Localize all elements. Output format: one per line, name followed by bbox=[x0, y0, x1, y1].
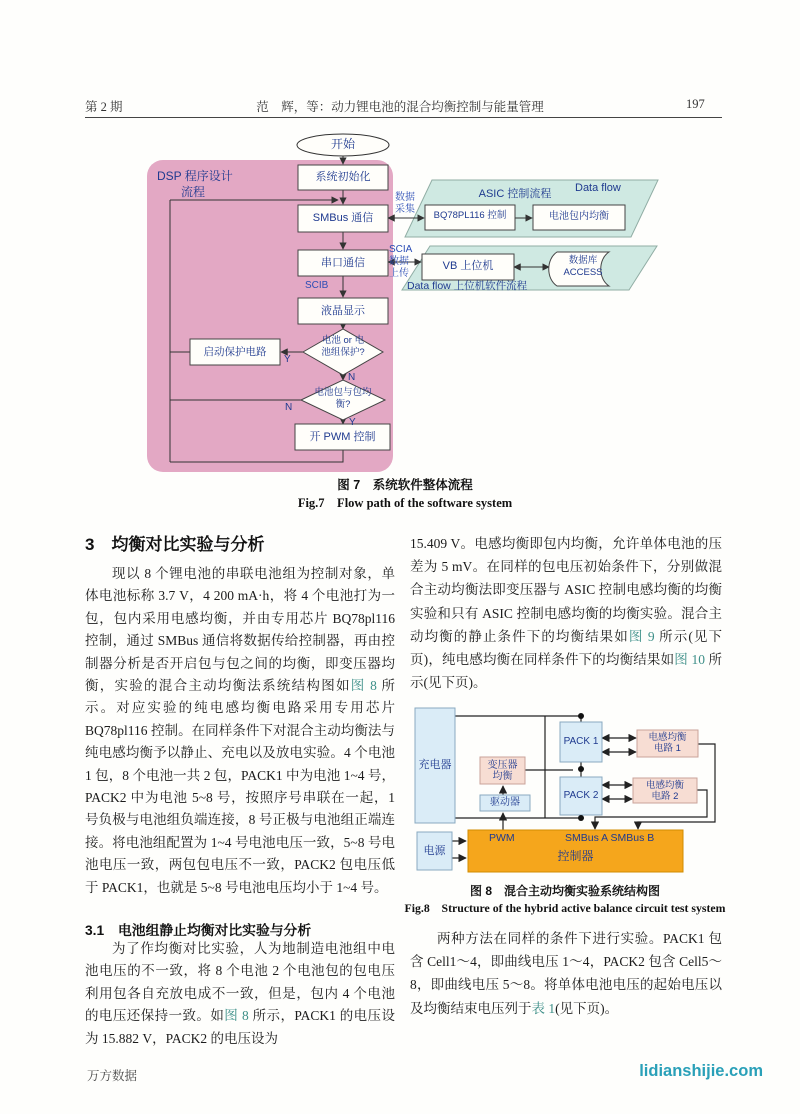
junction-dot-middle bbox=[578, 766, 584, 772]
protect-label: 启动保护电路 bbox=[203, 346, 267, 358]
upload-label2: 上传 bbox=[389, 268, 409, 279]
data-collect-label1: 数据 bbox=[395, 192, 415, 203]
right-p2-text-b: (见下页)。 bbox=[555, 1000, 619, 1016]
fig8-caption-cn: 图 8 混合主动均衡实验系统结构图 bbox=[469, 884, 660, 898]
fig8-caption-en: Fig.8 Structure of the hybrid active balance circuit test system bbox=[404, 901, 726, 915]
fig8-ref-inline-2: 图 8 bbox=[224, 1008, 249, 1024]
transformer-label-line2: 均衡 bbox=[492, 771, 513, 782]
junction-dot-top bbox=[578, 713, 584, 719]
fig9-ref-inline: 图 9 bbox=[628, 628, 655, 644]
circuit2-label-line1: 电感均衡 bbox=[645, 780, 684, 791]
init-label: 系统初始化 bbox=[315, 171, 371, 183]
yes-label-2: Y bbox=[349, 417, 356, 428]
no-label-2: N bbox=[285, 402, 293, 413]
transformer-label-line1: 变压器 bbox=[487, 760, 518, 771]
dataflow-bottom-label: Data flow 上位机软件流程 bbox=[407, 280, 528, 292]
driver-label: 驱动器 bbox=[490, 797, 520, 808]
left-p1-text-a: 现以 8 个锂电池的串联电池组为控制对象，单体电池标称 3.7 V，4 200 mA·h，将 4 个电池打为一包，包内采用电感均衡，并由专用芯片 BQ78pl116 控制，通过 SMBus 通信将数据传给控制器，再由控制器分析是否开启包与包之间的均衡，即变压器均衡，实验的混合主动均衡法系统结构图如 bbox=[85, 566, 395, 694]
scia-label: SCIA bbox=[389, 244, 413, 255]
right-paragraph-2 bbox=[410, 927, 722, 1020]
pack2-label: PACK 2 bbox=[563, 790, 599, 801]
wanfang-watermark: 万方数据 bbox=[87, 1069, 138, 1083]
fig8-ref-inline: 图 8 bbox=[350, 678, 377, 694]
diamond1-line2: 池组保护? bbox=[321, 347, 365, 358]
controller-label: 控制器 bbox=[557, 849, 594, 863]
lcd-label: 液晶显示 bbox=[321, 305, 365, 317]
database-label1: 数据库 bbox=[568, 255, 598, 266]
right-p1-text-a: 15.409 V。电感均衡即包内均衡，允许单体电池的压差为 5 mV。在同样的包电压初始条件下，分别做混合主动均衡法即变压器与 ASIC 控制电感均衡的均衡实验和只有 ASIC 控制电感均衡的均衡实验。混合主动均衡的静止条件下的均衡结果如 bbox=[410, 536, 722, 644]
pack-balance-label: 电池包内均衡 bbox=[549, 211, 609, 222]
junction-dot-bottom bbox=[578, 815, 584, 821]
header-rule bbox=[85, 117, 722, 118]
circuit1-label-line2: 电路 1 bbox=[654, 743, 681, 754]
database-label2: ACCESS bbox=[563, 267, 603, 278]
charger-label: 充电器 bbox=[418, 759, 452, 771]
right-p1-text-c: 所示(见下页)。 bbox=[410, 652, 723, 691]
circuit2-label-line2: 电路 2 bbox=[651, 791, 679, 802]
asic-flow-title: ASIC 控制流程 bbox=[478, 188, 552, 200]
pwm-signal-label: PWM bbox=[489, 832, 515, 844]
pwm-label: 开 PWM 控制 bbox=[309, 431, 376, 443]
table1-ref-inline: 表 1 bbox=[531, 1000, 556, 1016]
right-p2-text-a: 两种方法在同样的条件下进行实验。PACK1 包含 Cell1～4，即曲线电压 1～4，PACK2 包含 Cell5～8，即曲线电压 5～8。将单体电池电压的起始电压以及均衡结束电压列于 bbox=[410, 931, 722, 1016]
header-issue: 第 2 期 bbox=[85, 100, 123, 114]
left-paragraph-1 bbox=[85, 563, 395, 899]
left-p2-text-b: 所示，PACK1 的电压设为 15.882 V，PACK2 的电压设为 bbox=[85, 1008, 395, 1046]
header-page-number: 197 bbox=[686, 97, 705, 111]
diamond2-line1: 电池包与包均 bbox=[314, 387, 372, 398]
fig7-caption-cn: 图 7 系统软件整体流程 bbox=[337, 478, 473, 492]
right-paragraph-1 bbox=[410, 532, 722, 694]
dataflow-top-label: Data flow bbox=[575, 182, 621, 194]
dsp-label-line1: DSP 程序设计 bbox=[157, 169, 233, 183]
vb-host-label: VB 上位机 bbox=[442, 260, 494, 272]
pack1-label: PACK 1 bbox=[563, 736, 599, 747]
circuit1-label-line1: 电感均衡 bbox=[648, 732, 687, 743]
fig7-caption-en: Fig.7 Flow path of the software system bbox=[297, 496, 513, 510]
data-collect-label2: 采集 bbox=[395, 204, 415, 215]
yes-label-1: Y bbox=[284, 354, 291, 365]
left-p2-text-a: 为了作均衡对比实验，人为地制造电池组中电池电压的不一致，将 8 个电池 2 个电池包的包电压利用包各自充放电成不一致，但是，包内 4 个电池的电压还保持一致。如 bbox=[85, 941, 395, 1024]
site-url: lidianshijie.com bbox=[639, 1062, 763, 1080]
serial-label: 串口通信 bbox=[321, 257, 365, 269]
figure8-diagram bbox=[405, 700, 725, 880]
smbus-label: SMBus 通信 bbox=[312, 212, 374, 224]
scib-label: SCIB bbox=[305, 280, 329, 291]
section3-heading: 3 均衡对比实验与分析 bbox=[85, 535, 265, 554]
smbus-signal-label: SMBus A SMBus B bbox=[565, 832, 655, 844]
fig10-ref-inline: 图 10 bbox=[674, 652, 705, 668]
left-p1-text-b: 所示。对应实验的纯电感均衡电路采用专用芯片 BQ78pl116 控制。在同样条件下对混合主动均衡法与纯电感均衡予以静止、充电以及放电实验。4 个电池 1 包，8 个电池一共 2 包，PACK1 中为电池 1~4 号，PACK2 中为电池 5~8 号，按照序号串联在一起，1 号负极与电池组负端连接，8 号正极与电池组正端连接。将电池组配置为 1~4 号电池电压一致，5~8 号电池电压一致，两包包电压不一致，PACK2 包电压低于 PACK1，也就是 5~8 号电池电压均小于 1~4 号。 bbox=[85, 678, 396, 895]
start-label: 开始 bbox=[330, 137, 355, 151]
dsp-label-line2: 流程 bbox=[181, 185, 206, 199]
upload-label1: 数据 bbox=[389, 256, 409, 267]
power-label: 电源 bbox=[423, 845, 446, 857]
header-running-title: 范 辉，等：动力锂电池的混合均衡控制与能量管理 bbox=[256, 100, 544, 114]
section31-heading: 3.1 电池组静止均衡对比实验与分析 bbox=[85, 923, 312, 938]
right-p1-text-b: 所示(见下页)，纯电感均衡在同样条件下的均衡结果如 bbox=[410, 628, 723, 668]
bq-control-label: BQ78PL116 控制 bbox=[433, 210, 507, 221]
left-paragraph-2 bbox=[85, 938, 395, 1050]
diamond1-line1: 电池 or 电 bbox=[321, 335, 365, 346]
no-label-1: N bbox=[348, 372, 356, 383]
diamond2-line2: 衡? bbox=[335, 399, 351, 410]
figure7-flowchart bbox=[145, 130, 665, 480]
